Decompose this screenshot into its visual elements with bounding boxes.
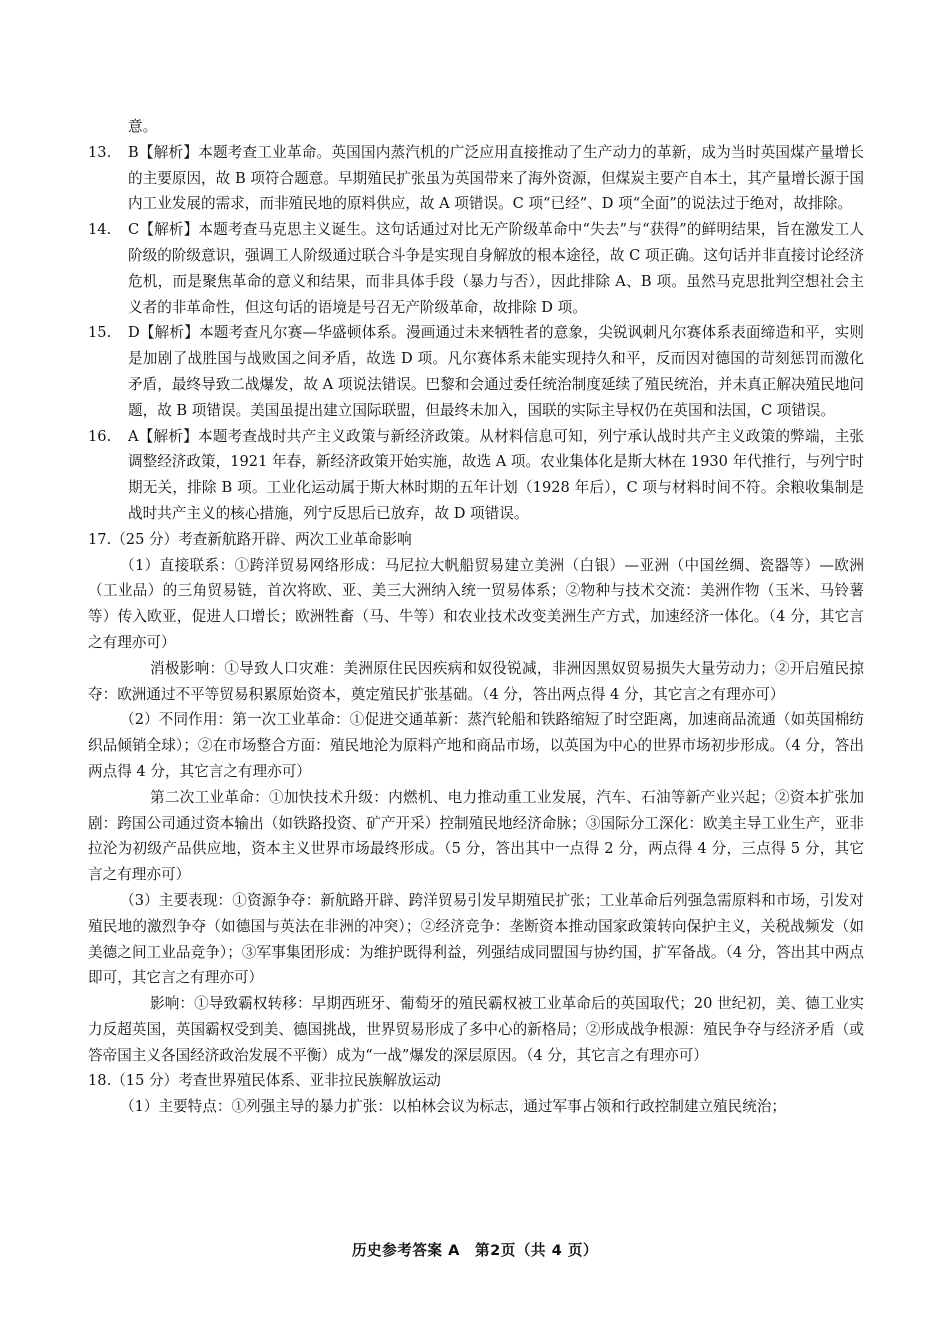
answer-item-15 — [88, 320, 864, 423]
item-number: 14. — [88, 221, 112, 239]
q17-part-2-first-ir: （2）不同作用：第一次工业革命：①促进交通革新：蒸汽轮船和铁路缩短了时空距离，加速商品流通（如英国棉纺织品倾销全球）；②在市场整合方面：殖民地沦为原料产地和商品市场，以英国为中心的世界市场初步形成。（4 分，答出两点得 4 分，其它言之有理亦可） — [88, 711, 864, 780]
item-text: D【解析】本题考查凡尔赛—华盛顿体系。漫画通过未来牺牲者的意象，尖锐讽刺凡尔赛体系表面缔造和平，实则是加剧了战胜国与战败国之间矛盾，故选 D 项。凡尔赛体系未能实现持久和平，反而因对德国的苛刻惩罚而激化矛盾，最终导致二战爆发，故 A 项说法错误。巴黎和会通过委任统治制度延续了殖民统治，并未真正解决殖民地问题，故 B 项错误。美国虽提出建立国际联盟，但最终未加入，国联的实际主导权仍在英国和法国，C 项错误。 — [128, 324, 864, 419]
q17-part-2-second-ir: 第二次工业革命：①加快技术升级：内燃机、电力推动重工业发展，汽车、石油等新产业兴起；②资本扩张加剧：跨国公司通过资本输出（如铁路投资、矿产开采）控制殖民地经济命脉；③国际分工深化：欧美主导工业生产，亚非拉沦为初级产品供应地，资本主义世界市场最终形成。（5 分，答出其中一点得 2 分，两点得 4 分，三点得 5 分，其它言之有理亦可） — [88, 788, 864, 884]
question-18-heading: 18.（15 分）考查世界殖民体系、亚非拉民族解放运动 — [88, 1072, 441, 1090]
continuation-text: 意。 — [128, 118, 158, 135]
question-17-heading: 17.（25 分）考查新航路开辟、两次工业革命影响 — [88, 530, 412, 548]
answer-item-14 — [88, 217, 864, 320]
document-body — [88, 114, 864, 1120]
q17-part-1-direct: （1）直接联系：①跨洋贸易网络形成：马尼拉大帆船贸易建立美洲（白银）—亚洲（中国丝绸、瓷器等）—欧洲（工业品）的三角贸易链，首次将欧、亚、美三大洲纳入统一贸易体系；②物种与技术交流：美洲作物（玉米、马铃薯等）传入欧亚，促进人口增长；欧洲牲畜（马、牛等）和农业技术改变美洲生产方式，加速经济一体化。（4 分，其它言之有理亦可） — [88, 556, 864, 651]
q17-part-1-negative: 消极影响：①导致人口灾难：美洲原住民因疾病和奴役锐减，非洲因黑奴贸易损失大量劳动力；②开启殖民掠夺：欧洲通过不平等贸易积累原始资本，奠定殖民扩张基础。（4 分，答出两点得 4 分，其它言之有理亦可） — [88, 659, 864, 703]
item-number: 15. — [88, 324, 112, 342]
page-footer: 历史参考答案 A 第2页（共 4 页） — [351, 1242, 599, 1259]
item-number: 16. — [88, 427, 112, 445]
q18-part-1-features: （1）主要特点：①列强主导的暴力扩张：以柏林会议为标志，通过军事占领和行政控制建立殖民统治； — [120, 1098, 787, 1116]
q17-part-3-impact: 影响：①导致霸权转移：早期西班牙、葡萄牙的殖民霸权被工业革命后的英国取代；20 世纪初，美、德工业实力反超英国，英国霸权受到美、德国挑战，世界贸易形成了多中心的新格局；②形成战争根源：殖民争夺与经济矛盾（或答帝国主义各国经济政治发展不平衡）成为“一战”爆发的深层原因。（4 分，其它言之有理亦可） — [88, 995, 864, 1064]
q17-part-3-manifestations: （3）主要表现：①资源争夺：新航路开辟、跨洋贸易引发早期殖民扩张；工业革命后列强急需原料和市场，引发对殖民地的激烈争夺（如德国与英法在非洲的冲突）；②经济竞争：垄断资本推动国家政策转向保护主义，关税战频发（如美德之间工业品竞争）；③军事集团形成：为维护既得利益，列强结成同盟国与协约国，扩军备战。（4 分，答出其中两点即可，其它言之有理亦可） — [88, 891, 864, 987]
item-text: C【解析】本题考查马克思主义诞生。这句话通过对比无产阶级革命中“失去”与“获得”的鲜明结果，旨在激发工人阶级的阶级意识，强调工人阶级通过联合斗争是实现自身解放的根本途径，故 C 项正确。这句话并非直接讨论经济危机，而是聚焦革命的意义和结果，而非具体手段（暴力与否），因此排除 A、B 项。虽然马克思批判空想社会主义者的非革命性，但这句话的语境是号召无产阶级革命，故排除 D 项。 — [128, 221, 864, 316]
answer-item-13 — [88, 140, 864, 217]
item-number: 13. — [88, 143, 112, 161]
item-text: B【解析】本题考查工业革命。英国国内蒸汽机的广泛应用直接推动了生产动力的革新，成为当时英国煤产量增长的主要原因，故 B 项符合题意。早期殖民扩张虽为英国带来了海外资源，但煤炭主要产自本土，其产量增长源于国内工业发展的需求，而非殖民地的原料供应，故 A 项错误。C 项“已经”、D 项“全面”的说法过于绝对，故排除。 — [128, 143, 864, 213]
item-text: A【解析】本题考查战时共产主义政策与新经济政策。从材料信息可知，列宁承认战时共产主义政策的弊端，主张调整经济政策，1921 年春，新经济政策开始实施，故选 A 项。农业集体化是斯大林在 1930 年代推行，与列宁时期无关，排除 B 项。工业化运动属于斯大林时期的五年计划（1928 年后），C 项与材料时间不符。余粮收集制是战时共产主义的核心措施，列宁反思后已放弃，故 D 项错误。 — [128, 427, 864, 522]
answer-item-16 — [88, 424, 864, 527]
